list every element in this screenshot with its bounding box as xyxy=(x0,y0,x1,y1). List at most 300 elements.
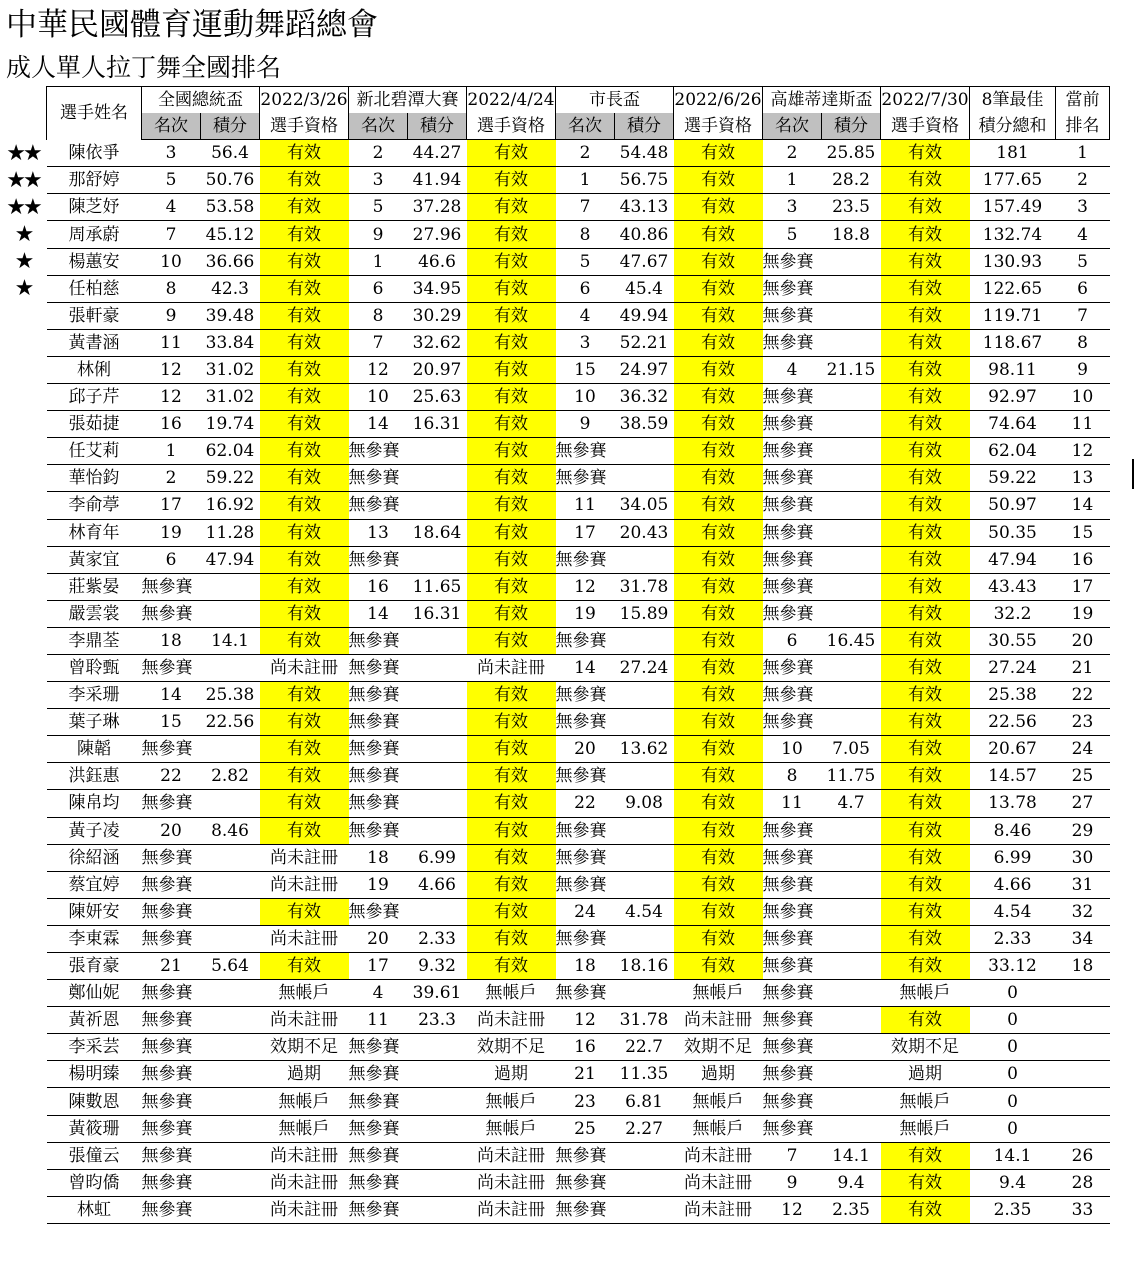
event1-points: 36.66 xyxy=(201,248,260,275)
event1-points: 22.56 xyxy=(201,709,260,736)
event1-points xyxy=(201,925,260,952)
event3-qual: 尚未註冊 xyxy=(674,1169,763,1196)
event3-rank: 10 xyxy=(556,384,615,411)
event2-qual: 有效 xyxy=(467,167,556,194)
player-name: 陳數恩 xyxy=(47,1088,142,1115)
event4-qual: 有效 xyxy=(881,682,970,709)
current-rank xyxy=(1056,1061,1110,1088)
event3-rank: 12 xyxy=(556,1007,615,1034)
header-event-1: 全國總統盃 xyxy=(142,87,260,114)
player-name: 陳依爭 xyxy=(47,140,142,167)
event1-rank: 無參賽 xyxy=(142,980,201,1007)
scroll-edge-mark xyxy=(1132,459,1134,489)
event4-rank: 無參賽 xyxy=(763,953,822,980)
event3-rank: 18 xyxy=(556,953,615,980)
best8-total: 50.35 xyxy=(970,519,1056,546)
rank-star-icon xyxy=(0,790,46,817)
current-rank: 13 xyxy=(1056,465,1110,492)
event1-points xyxy=(201,1196,260,1223)
event1-rank: 4 xyxy=(142,194,201,221)
event4-points: 2.35 xyxy=(822,1196,881,1223)
event2-qual: 有效 xyxy=(467,194,556,221)
event2-rank: 8 xyxy=(349,302,408,329)
event4-points: 4.7 xyxy=(822,790,881,817)
current-rank: 25 xyxy=(1056,763,1110,790)
event1-points xyxy=(201,600,260,627)
current-rank: 24 xyxy=(1056,736,1110,763)
event3-points: 6.81 xyxy=(615,1088,674,1115)
table-row xyxy=(47,682,1110,709)
event4-qual: 有效 xyxy=(881,519,970,546)
event4-rank: 無參賽 xyxy=(763,248,822,275)
event1-rank: 無參賽 xyxy=(142,1196,201,1223)
header-event-2: 新北碧潭大賽 xyxy=(349,87,467,114)
table-row xyxy=(47,1196,1110,1223)
current-rank: 33 xyxy=(1056,1196,1110,1223)
event1-points xyxy=(201,898,260,925)
rank-star-icon: ★★ xyxy=(6,168,40,194)
event4-rank: 8 xyxy=(763,763,822,790)
best8-total: 33.12 xyxy=(970,953,1056,980)
header-qual-4: 選手資格 xyxy=(881,113,970,140)
event4-points xyxy=(822,519,881,546)
header-best8-top: 8筆最佳 xyxy=(970,87,1056,114)
table-row xyxy=(47,1169,1110,1196)
player-name: 林虹 xyxy=(47,1196,142,1223)
event1-rank: 無參賽 xyxy=(142,736,201,763)
event2-qual: 有效 xyxy=(467,329,556,356)
player-name: 蔡宜婷 xyxy=(47,871,142,898)
event2-points xyxy=(408,1115,467,1142)
event4-qual: 有效 xyxy=(881,898,970,925)
best8-total: 50.97 xyxy=(970,492,1056,519)
event1-points: 50.76 xyxy=(201,167,260,194)
player-name: 鄭仙妮 xyxy=(47,980,142,1007)
event4-qual: 有效 xyxy=(881,221,970,248)
player-name: 曾聆甄 xyxy=(47,654,142,681)
event4-qual: 有效 xyxy=(881,600,970,627)
event3-qual: 有效 xyxy=(674,492,763,519)
event4-rank: 4 xyxy=(763,356,822,383)
event4-qual: 有效 xyxy=(881,275,970,302)
event1-rank: 無參賽 xyxy=(142,898,201,925)
table-row xyxy=(47,465,1110,492)
event3-points: 20.43 xyxy=(615,519,674,546)
event1-points xyxy=(201,1034,260,1061)
player-name: 陳帛均 xyxy=(47,790,142,817)
event1-qual: 有效 xyxy=(260,546,349,573)
event3-qual: 有效 xyxy=(674,925,763,952)
event1-rank: 14 xyxy=(142,682,201,709)
event4-qual: 有效 xyxy=(881,573,970,600)
best8-total: 0 xyxy=(970,1007,1056,1034)
event1-points: 56.4 xyxy=(201,140,260,167)
event1-rank: 無參賽 xyxy=(142,573,201,600)
event2-rank: 無參賽 xyxy=(349,546,408,573)
event2-rank: 無參賽 xyxy=(349,465,408,492)
best8-total: 0 xyxy=(970,1034,1056,1061)
event1-rank: 22 xyxy=(142,763,201,790)
event2-qual: 效期不足 xyxy=(467,1034,556,1061)
event3-qual: 有效 xyxy=(674,654,763,681)
event4-points xyxy=(822,654,881,681)
event4-points: 16.45 xyxy=(822,627,881,654)
event3-points: 11.35 xyxy=(615,1061,674,1088)
event1-points xyxy=(201,1088,260,1115)
event3-qual: 有效 xyxy=(674,329,763,356)
current-rank: 12 xyxy=(1056,438,1110,465)
event1-points: 42.3 xyxy=(201,275,260,302)
event2-qual: 有效 xyxy=(467,573,556,600)
table-row xyxy=(47,492,1110,519)
event3-points: 9.08 xyxy=(615,790,674,817)
event1-qual: 尚未註冊 xyxy=(260,1169,349,1196)
event2-points: 39.61 xyxy=(408,980,467,1007)
table-row xyxy=(47,167,1110,194)
event2-points: 16.31 xyxy=(408,411,467,438)
event4-qual: 有效 xyxy=(881,844,970,871)
current-rank: 28 xyxy=(1056,1169,1110,1196)
player-name: 黃家宜 xyxy=(47,546,142,573)
event2-points: 4.66 xyxy=(408,871,467,898)
event4-points xyxy=(822,329,881,356)
event1-qual: 尚未註冊 xyxy=(260,654,349,681)
event3-points: 54.48 xyxy=(615,140,674,167)
header-qual-3: 選手資格 xyxy=(674,113,763,140)
player-name: 華怡鈞 xyxy=(47,465,142,492)
rank-star-icon xyxy=(0,1088,46,1115)
event3-points: 56.75 xyxy=(615,167,674,194)
event1-rank: 無參賽 xyxy=(142,1088,201,1115)
event1-rank: 無參賽 xyxy=(142,790,201,817)
event3-points: 13.62 xyxy=(615,736,674,763)
event1-qual: 有效 xyxy=(260,573,349,600)
event1-points: 31.02 xyxy=(201,356,260,383)
event3-qual: 過期 xyxy=(674,1061,763,1088)
event4-qual: 有效 xyxy=(881,465,970,492)
event1-rank: 12 xyxy=(142,384,201,411)
player-name: 莊紫晏 xyxy=(47,573,142,600)
best8-total: 27.24 xyxy=(970,654,1056,681)
event2-qual: 尚未註冊 xyxy=(467,1142,556,1169)
event1-qual: 有效 xyxy=(260,519,349,546)
event3-rank: 無參賽 xyxy=(556,871,615,898)
event2-rank: 無參賽 xyxy=(349,790,408,817)
best8-total: 59.22 xyxy=(970,465,1056,492)
rank-star-icon xyxy=(0,574,46,601)
event2-points: 25.63 xyxy=(408,384,467,411)
event3-points xyxy=(615,627,674,654)
event4-rank: 9 xyxy=(763,1169,822,1196)
best8-total: 0 xyxy=(970,1061,1056,1088)
best8-total: 20.67 xyxy=(970,736,1056,763)
best8-total: 119.71 xyxy=(970,302,1056,329)
event2-rank: 7 xyxy=(349,329,408,356)
event4-rank: 無參賽 xyxy=(763,546,822,573)
table-row xyxy=(47,573,1110,600)
event4-qual: 無帳戶 xyxy=(881,1088,970,1115)
event4-points: 28.2 xyxy=(822,167,881,194)
event1-points: 8.46 xyxy=(201,817,260,844)
header-qual-1: 選手資格 xyxy=(260,113,349,140)
event3-points: 31.78 xyxy=(615,573,674,600)
header-rank-1: 名次 xyxy=(142,113,201,140)
event1-qual: 有效 xyxy=(260,898,349,925)
event1-qual: 無帳戶 xyxy=(260,1115,349,1142)
event3-rank: 12 xyxy=(556,573,615,600)
event3-qual: 效期不足 xyxy=(674,1034,763,1061)
event1-points: 2.82 xyxy=(201,763,260,790)
event2-qual: 尚未註冊 xyxy=(467,1196,556,1223)
event2-qual: 無帳戶 xyxy=(467,1115,556,1142)
event4-rank: 無參賽 xyxy=(763,980,822,1007)
table-row xyxy=(47,356,1110,383)
event2-points: 16.31 xyxy=(408,600,467,627)
rank-star-icon xyxy=(0,384,46,411)
event1-points: 47.94 xyxy=(201,546,260,573)
event3-rank: 21 xyxy=(556,1061,615,1088)
event4-rank: 無參賽 xyxy=(763,329,822,356)
event3-points: 52.21 xyxy=(615,329,674,356)
event4-qual: 有效 xyxy=(881,817,970,844)
current-rank xyxy=(1056,1034,1110,1061)
event3-points xyxy=(615,871,674,898)
event2-points: 23.3 xyxy=(408,1007,467,1034)
best8-total: 181 xyxy=(970,140,1056,167)
event4-qual: 有效 xyxy=(881,329,970,356)
event2-points xyxy=(408,492,467,519)
event4-points xyxy=(822,600,881,627)
event3-rank: 無參賽 xyxy=(556,844,615,871)
event4-rank: 無參賽 xyxy=(763,275,822,302)
best8-total: 98.11 xyxy=(970,356,1056,383)
table-row xyxy=(47,898,1110,925)
event2-qual: 有效 xyxy=(467,411,556,438)
event2-qual: 有效 xyxy=(467,248,556,275)
table-row xyxy=(47,600,1110,627)
event1-points xyxy=(201,736,260,763)
player-name: 張茹捷 xyxy=(47,411,142,438)
event1-points xyxy=(201,1115,260,1142)
player-name: 任柏慈 xyxy=(47,275,142,302)
event4-rank: 無參賽 xyxy=(763,573,822,600)
event1-points: 59.22 xyxy=(201,465,260,492)
event1-rank: 12 xyxy=(142,356,201,383)
event1-qual: 尚未註冊 xyxy=(260,844,349,871)
event2-points xyxy=(408,709,467,736)
event3-rank: 19 xyxy=(556,600,615,627)
best8-total: 4.54 xyxy=(970,898,1056,925)
event2-qual: 有效 xyxy=(467,844,556,871)
event3-rank: 17 xyxy=(556,519,615,546)
event4-qual: 效期不足 xyxy=(881,1034,970,1061)
header-points-4: 積分 xyxy=(822,113,881,140)
event3-qual: 有效 xyxy=(674,519,763,546)
event3-qual: 有效 xyxy=(674,844,763,871)
event2-qual: 有效 xyxy=(467,492,556,519)
event1-rank: 無參賽 xyxy=(142,871,201,898)
event3-qual: 有效 xyxy=(674,871,763,898)
event2-qual: 有效 xyxy=(467,627,556,654)
event4-points xyxy=(822,546,881,573)
rank-star-icon: ★ xyxy=(14,222,32,248)
event2-rank: 9 xyxy=(349,221,408,248)
event2-rank: 無參賽 xyxy=(349,682,408,709)
event3-points: 22.7 xyxy=(615,1034,674,1061)
event3-qual: 有效 xyxy=(674,384,763,411)
event1-points: 33.84 xyxy=(201,329,260,356)
event1-qual: 有效 xyxy=(260,709,349,736)
table-row xyxy=(47,790,1110,817)
event3-qual: 有效 xyxy=(674,167,763,194)
rank-star-icon xyxy=(0,628,46,655)
event4-rank: 無參賽 xyxy=(763,1034,822,1061)
event2-points: 27.96 xyxy=(408,221,467,248)
event4-qual: 有效 xyxy=(881,709,970,736)
event3-points xyxy=(615,980,674,1007)
event1-rank: 2 xyxy=(142,465,201,492)
event1-rank: 21 xyxy=(142,953,201,980)
event3-points xyxy=(615,546,674,573)
event1-rank: 3 xyxy=(142,140,201,167)
event2-qual: 尚未註冊 xyxy=(467,1169,556,1196)
event1-qual: 有效 xyxy=(260,953,349,980)
event3-qual: 有效 xyxy=(674,275,763,302)
player-name: 徐紹涵 xyxy=(47,844,142,871)
event3-rank: 無參賽 xyxy=(556,546,615,573)
event3-qual: 有效 xyxy=(674,953,763,980)
event3-rank: 15 xyxy=(556,356,615,383)
event4-points xyxy=(822,302,881,329)
event1-qual: 有效 xyxy=(260,465,349,492)
event3-rank: 20 xyxy=(556,736,615,763)
event4-points xyxy=(822,573,881,600)
event2-points xyxy=(408,1034,467,1061)
table-row xyxy=(47,1142,1110,1169)
player-name: 黃祈恩 xyxy=(47,1007,142,1034)
player-name: 邱子芹 xyxy=(47,384,142,411)
event2-points xyxy=(408,438,467,465)
event4-points xyxy=(822,709,881,736)
event1-points xyxy=(201,654,260,681)
event1-points xyxy=(201,1061,260,1088)
event4-points xyxy=(822,925,881,952)
event3-qual: 無帳戶 xyxy=(674,980,763,1007)
event4-rank: 1 xyxy=(763,167,822,194)
best8-total: 157.49 xyxy=(970,194,1056,221)
event4-rank: 無參賽 xyxy=(763,925,822,952)
event1-rank: 7 xyxy=(142,221,201,248)
table-row xyxy=(47,763,1110,790)
rank-star-icon: ★ xyxy=(14,249,32,275)
event3-points: 34.05 xyxy=(615,492,674,519)
player-name: 李鼎荃 xyxy=(47,627,142,654)
event1-rank: 20 xyxy=(142,817,201,844)
event4-points: 25.85 xyxy=(822,140,881,167)
event2-rank: 3 xyxy=(349,167,408,194)
event2-qual: 有效 xyxy=(467,817,556,844)
event2-rank: 無參賽 xyxy=(349,1088,408,1115)
event3-rank: 8 xyxy=(556,221,615,248)
rank-star-icon xyxy=(0,844,46,871)
event2-qual: 有效 xyxy=(467,465,556,492)
rank-star-icon: ★★ xyxy=(6,141,40,166)
rank-star-icon xyxy=(0,492,46,519)
best8-total: 30.55 xyxy=(970,627,1056,654)
event3-points: 47.67 xyxy=(615,248,674,275)
event1-qual: 有效 xyxy=(260,492,349,519)
header-rank-2: 名次 xyxy=(349,113,408,140)
current-rank xyxy=(1056,980,1110,1007)
event3-qual: 有效 xyxy=(674,817,763,844)
event2-points xyxy=(408,1169,467,1196)
header-best8-bottom: 積分總和 xyxy=(970,113,1056,140)
event1-points: 39.48 xyxy=(201,302,260,329)
best8-total: 25.38 xyxy=(970,682,1056,709)
rank-star-icon xyxy=(0,736,46,763)
event2-points xyxy=(408,682,467,709)
event1-rank: 無參賽 xyxy=(142,1169,201,1196)
event4-qual: 有效 xyxy=(881,546,970,573)
rank-star-icon xyxy=(0,1170,46,1197)
event4-points xyxy=(822,817,881,844)
event1-points xyxy=(201,790,260,817)
table-row xyxy=(47,519,1110,546)
event4-rank: 無參賽 xyxy=(763,1115,822,1142)
event2-qual: 有效 xyxy=(467,600,556,627)
event1-rank: 無參賽 xyxy=(142,844,201,871)
table-row xyxy=(47,736,1110,763)
page-subtitle: 成人單人拉丁舞全國排名 xyxy=(6,53,282,82)
event3-qual: 尚未註冊 xyxy=(674,1007,763,1034)
current-rank: 18 xyxy=(1056,953,1110,980)
rank-star-icon xyxy=(0,655,46,682)
event3-points: 45.4 xyxy=(615,275,674,302)
page-title: 中華民國體育運動舞蹈總會 xyxy=(6,7,378,43)
event4-points xyxy=(822,1115,881,1142)
event2-rank: 無參賽 xyxy=(349,1169,408,1196)
player-name: 李采珊 xyxy=(47,682,142,709)
rank-star-icon xyxy=(0,953,46,980)
ranking-table xyxy=(46,86,1110,1224)
current-rank: 3 xyxy=(1056,194,1110,221)
event2-rank: 無參賽 xyxy=(349,654,408,681)
current-rank: 30 xyxy=(1056,844,1110,871)
event4-rank: 無參賽 xyxy=(763,844,822,871)
best8-total: 122.65 xyxy=(970,275,1056,302)
event1-points: 31.02 xyxy=(201,384,260,411)
event4-rank: 2 xyxy=(763,140,822,167)
header-date-3: 2022/6/26 xyxy=(674,87,763,114)
event1-rank: 無參賽 xyxy=(142,1034,201,1061)
event2-rank: 1 xyxy=(349,248,408,275)
rank-star-icon xyxy=(0,546,46,573)
event4-qual: 無帳戶 xyxy=(881,1115,970,1142)
event4-rank: 無參賽 xyxy=(763,709,822,736)
event4-points xyxy=(822,275,881,302)
event3-points xyxy=(615,1196,674,1223)
player-name: 黃子凌 xyxy=(47,817,142,844)
player-name: 曾昀僑 xyxy=(47,1169,142,1196)
event2-points: 32.62 xyxy=(408,329,467,356)
best8-total: 32.2 xyxy=(970,600,1056,627)
event2-rank: 14 xyxy=(349,411,408,438)
event4-points xyxy=(822,1034,881,1061)
player-name: 李俞葶 xyxy=(47,492,142,519)
event4-points: 9.4 xyxy=(822,1169,881,1196)
current-rank: 14 xyxy=(1056,492,1110,519)
event4-rank: 無參賽 xyxy=(763,465,822,492)
